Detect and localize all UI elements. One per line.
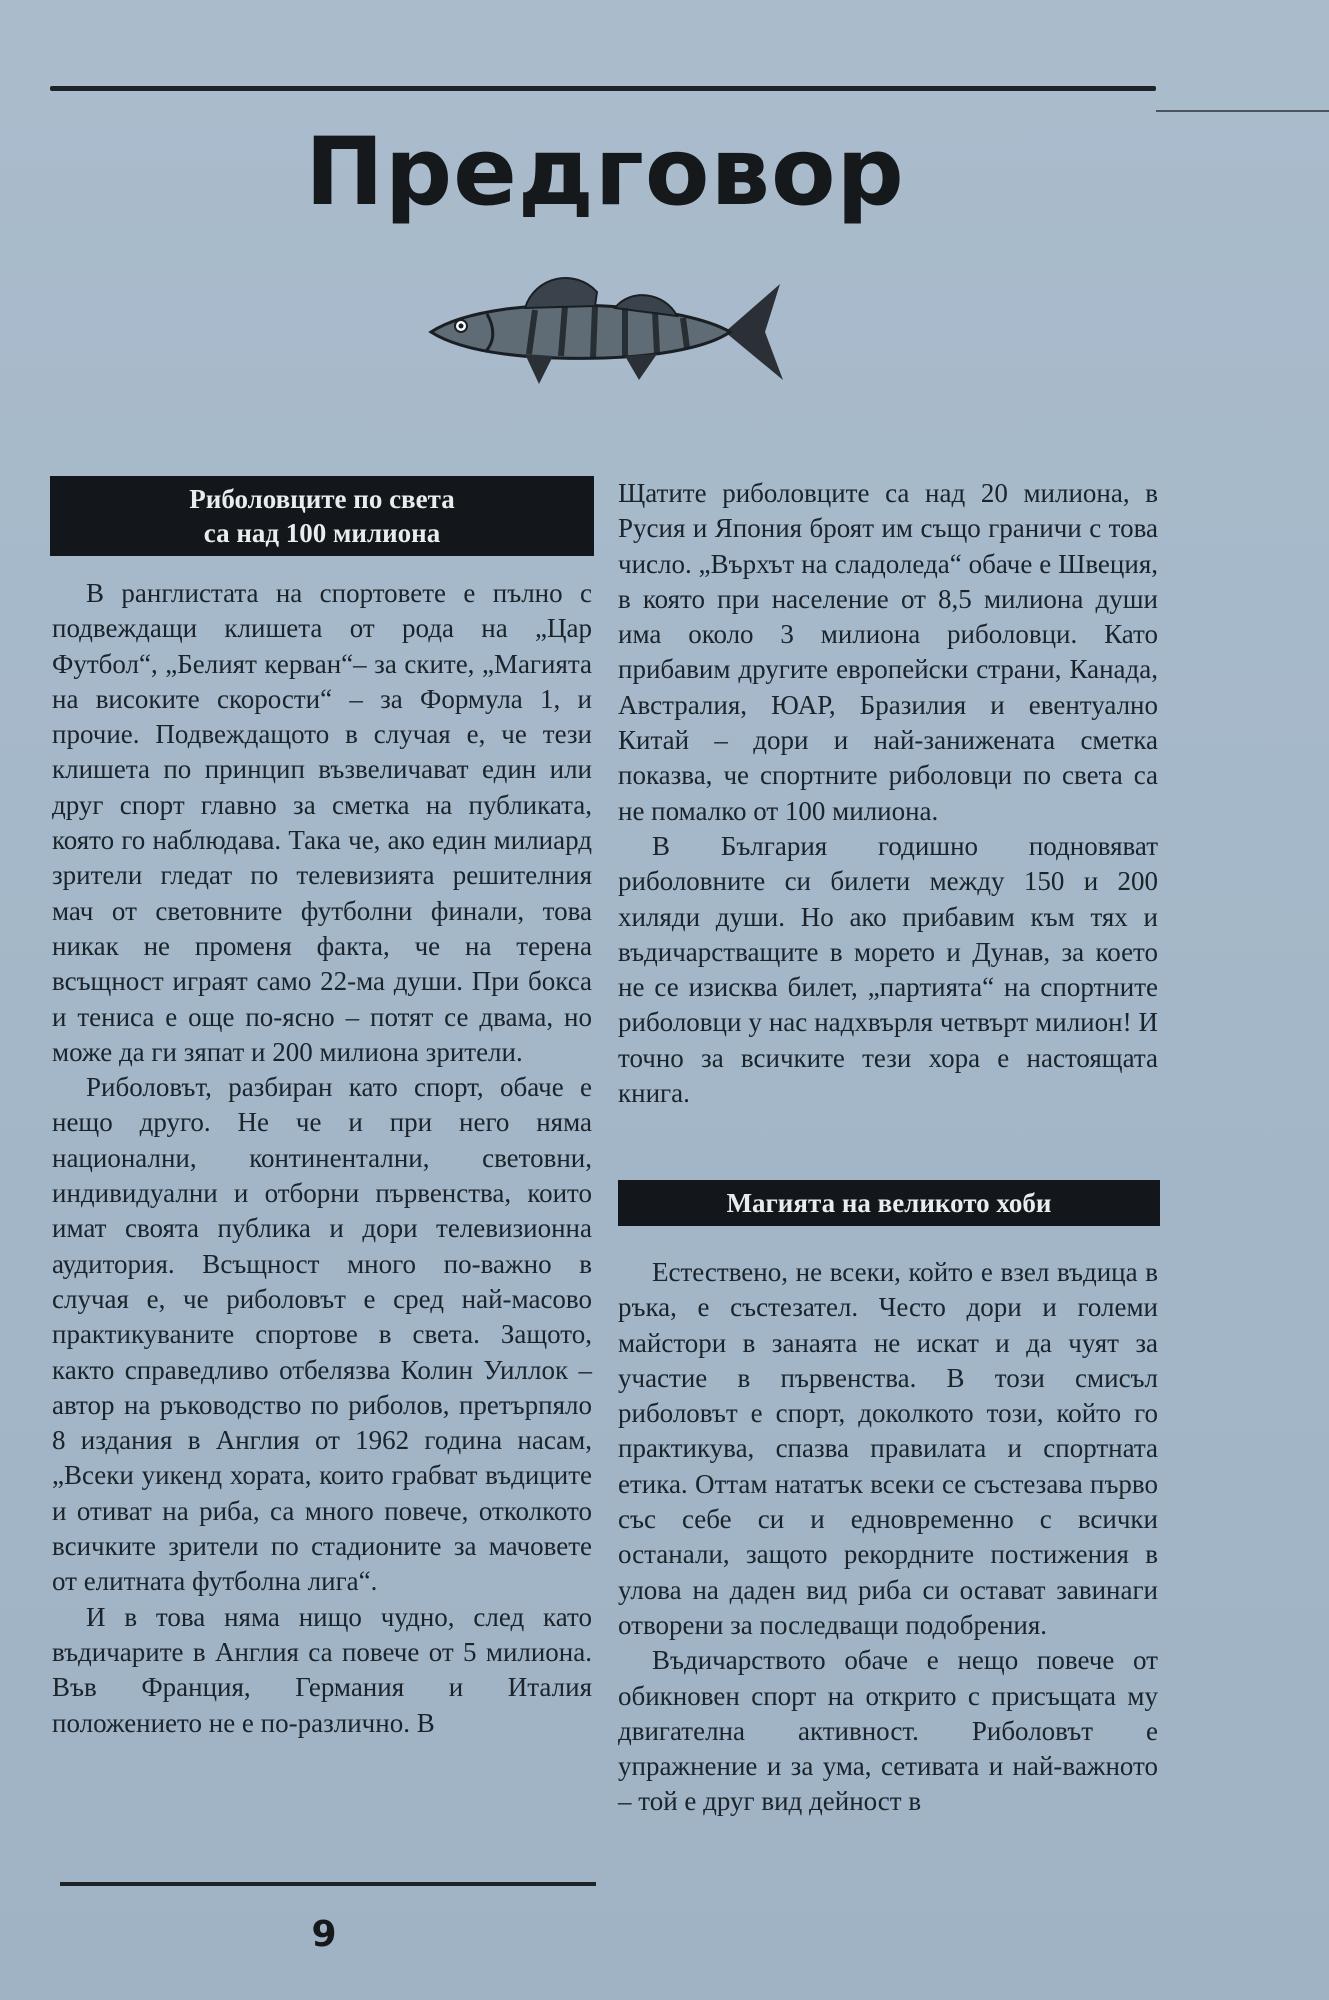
- fish-icon: [425, 262, 785, 392]
- paragraph: Естествено, не всеки, който е взел въдица в ръка, е състезател. Често дори и големи майстори в занаята не искат и да чуят за участие в първенства. В този смисъл риболовът е спорт, доколкото този, който го практикува, спазва правилата и спортната етика. Оттам нататък всеки се състезава първо със себе си и едновременно с всички останали, защото рекордните постижения в улова на даден вид риба си остават завинаги отворени за последващи подобрения.: [618, 1257, 1158, 1640]
- paragraph: Въдичарството обаче е нещо повече от обикновен спорт на открито с присъщата му двигателна активност. Риболовът е упражнение и за ума, сетивата и най-важното – той е друг вид дейност в: [618, 1645, 1158, 1817]
- page-title: Предговор: [305, 118, 905, 227]
- section1-heading: [50, 476, 594, 556]
- top-rule: [50, 86, 1156, 91]
- right-column-text-section2: [618, 1255, 1158, 1820]
- paragraph: В България годишно подновяват риболовните си билети между 150 и 200 хиляди души. Но ако прибавим към тях и въдичарстващите в морето и Дунав, за което не се изисква билет, „партията“ на спортните риболовци у нас надхвърля четвърт милион! И точно за всичките тези хора е настоящата книга.: [618, 830, 1158, 1109]
- paragraph: В ранглистата на спортовете е пълно с подвеждащи клишета от рода на „Цар Футбол“, „Белият керван“– за ските, „Магията на високите скорости“ – за Формула 1, и прочие. Подвеждащото в случая е, че тези клишета по принцип възвеличават един или друг спорт главно за сметка на публиката, която го наблюдава. Така че, ако един милиард зрители гледат по телевизията решителния мач от световните футболни финали, това никак не променя факта, че на терена всъщност играят само 22-ма души. При бокса и тениса е още по-ясно – потят се двама, но може да ги зяпат и 200 милиона зрители.: [52, 578, 592, 1067]
- top-rule-extension: [1156, 110, 1329, 112]
- section1-heading-line1: Риболовците по света: [189, 484, 455, 514]
- bottom-rule: [60, 1882, 596, 1886]
- left-column-text: [52, 576, 592, 1741]
- paragraph: Щатите риболовците са над 20 милиона, в Русия и Япония броят им също граничи с това число. „Върхът на сладоледа“ обаче е Швеция, в която при население от 8,5 милиона души има около 3 милиона риболовци. Като прибавим другите европейски страни, Канада, Австралия, ЮАР, Бразилия и евентуално Китай – дори и най-занижената сметка показва, че спортните риболовци по света са не помалко от 100 милиона.: [618, 478, 1158, 826]
- paragraph: И в това няма нищо чудно, след като въдичарите в Англия са повече от 5 милиона. Във Франция, Германия и Италия положението не е по-различно. В: [52, 1601, 592, 1738]
- section2-heading: Магията на великото хоби: [618, 1180, 1160, 1226]
- paragraph: Риболовът, разбиран като спорт, обаче е нещо друго. Не че и при него няма национални, континентални, световни, индивидуални и отборни първенства, които имат своята публика и дори телевизионна аудитория. Всъщност много по-важно в случая е, че риболовът е сред най-масово практикуваните спортове в света. Защото, както справедливо отбелязва Колин Уиллок – автор на ръководство по риболов, претърпяло 8 издания в Англия от 1962 година насам, „Всеки уикенд хората, които грабват въдиците и отиват на риба, са много повече, отколкото всичките зрители по стадионите за мачовете от елитната футболна лига“.: [52, 1072, 592, 1597]
- right-column-text: [618, 476, 1158, 1111]
- page-number: 9: [311, 1914, 337, 1955]
- section1-heading-line2: са над 100 милиона: [203, 518, 441, 548]
